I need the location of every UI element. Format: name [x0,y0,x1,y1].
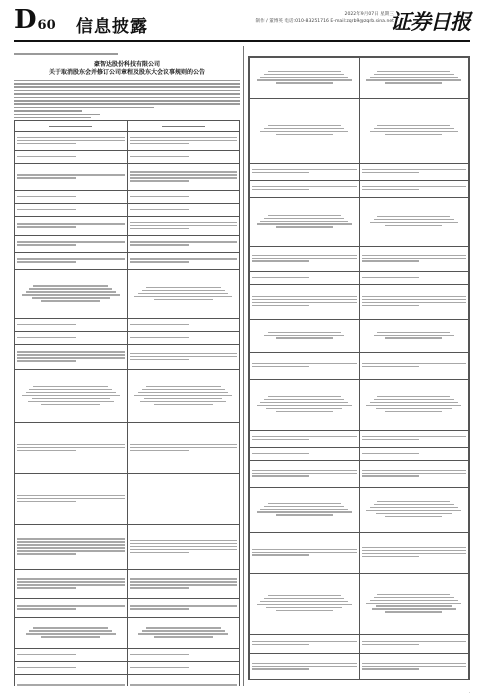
original-clause-cell [250,272,360,285]
original-clause-cell [250,353,360,380]
original-clause-cell [15,217,128,236]
original-clause-cell [15,253,128,270]
masthead [14,0,470,42]
column-divider [243,46,244,686]
table-row [250,247,469,272]
text-lines [130,605,238,609]
text-lines [252,125,357,135]
header-date: 2022年9月07日 星期三 [344,12,394,17]
text-lines [362,296,467,306]
table-row [15,319,240,332]
text-lines [130,209,238,210]
revised-clause-cell [359,654,469,681]
revised-clause-cell [359,58,469,99]
text-lines [130,222,238,229]
original-clause-cell [15,191,128,204]
table-row [15,570,240,599]
amendment-comparison-table-continued [249,57,469,680]
text-lines [17,209,125,210]
original-clause-cell [15,332,128,345]
text-lines [252,277,357,278]
text-lines [17,578,125,588]
table-row [250,635,469,654]
original-clause-cell [250,380,360,431]
text-lines [362,663,467,670]
text-lines [17,137,125,144]
revised-clause-cell [359,320,469,353]
revised-clause-cell [127,423,240,474]
text-lines [362,641,467,645]
revised-clause-cell [127,332,240,345]
table-row [15,599,240,618]
table-row [250,198,469,247]
text-lines [17,605,125,609]
amendment-comparison-table [14,120,240,686]
table-row [15,121,240,132]
text-lines [362,332,467,339]
original-clause-cell [15,525,128,570]
revised-clause-cell [359,164,469,181]
original-clause-cell [250,99,360,164]
newspaper-logo: 证券日报 [390,9,470,34]
section-code [14,7,56,33]
text-lines [130,137,238,144]
text-lines [252,470,357,477]
text-lines [17,156,125,157]
revised-clause-cell [127,370,240,423]
table-row [250,181,469,198]
revised-clause-cell [127,525,240,570]
text-lines [17,667,125,668]
text-lines [252,169,357,173]
text-lines [17,337,125,338]
right-column [248,56,470,680]
text-lines [252,396,357,412]
section-number: 60 [37,18,56,33]
original-clause-cell [250,533,360,574]
revised-clause-cell [127,319,240,332]
original-clause-cell [15,599,128,618]
text-lines [130,627,238,637]
table-row [15,191,240,204]
table-row [15,345,240,370]
table-row [15,270,240,319]
original-clause-cell [15,345,128,370]
text-lines [130,156,238,157]
revised-clause-cell [127,191,240,204]
revised-clause-cell [127,132,240,151]
original-clause-cell [15,151,128,164]
revised-clause-cell [359,533,469,574]
revised-clause-cell [127,618,240,649]
text-lines [17,324,125,325]
revised-clause-cell [359,181,469,198]
original-clause-cell [250,320,360,353]
text-lines [362,277,467,278]
revised-clause-cell [127,662,240,675]
table-row [250,58,469,99]
table-row [250,320,469,353]
text-lines [362,396,467,412]
original-clause-cell [250,448,360,461]
text-lines [17,538,125,554]
original-clause-cell [15,370,128,423]
table-row [15,132,240,151]
revised-clause-cell [127,599,240,618]
original-clause-cell [250,181,360,198]
table-row [15,474,240,525]
text-lines [130,196,238,197]
revised-clause-cell [359,99,469,164]
table-row [250,272,469,285]
table-row [15,618,240,649]
original-clause-cell [250,654,360,681]
revised-clause-cell [127,151,240,164]
table-row [15,217,240,236]
text-lines [362,125,467,135]
table-row [250,574,469,635]
original-clause-cell [15,662,128,675]
table-row [15,332,240,345]
table-row [250,164,469,181]
text-lines [17,495,125,502]
table-row [15,649,240,662]
text-lines [252,549,357,556]
text-lines [252,296,357,306]
text-lines [252,641,357,645]
text-lines [17,285,125,301]
text-lines [130,171,238,181]
revised-clause-cell [127,270,240,319]
revised-clause-cell [127,164,240,191]
table-row [250,488,469,533]
original-clause-cell [15,236,128,253]
text-lines [362,436,467,440]
table-row [250,380,469,431]
announcement-header [14,61,240,77]
text-lines [362,547,467,557]
company-name: 豪智达股份科技有限公司 [93,60,160,68]
revised-clause-cell [127,253,240,270]
text-lines [17,654,125,655]
text-lines [362,594,467,613]
table-row [250,448,469,461]
text-lines [130,684,238,686]
table-row [250,461,469,488]
text-lines [130,578,238,588]
text-lines [17,351,125,361]
text-lines [362,216,467,226]
text-lines [252,255,357,262]
text-lines [252,363,357,367]
revised-clause-cell [127,570,240,599]
text-lines [130,324,238,325]
table-row [15,253,240,270]
revised-clause-cell [127,345,240,370]
original-clause-cell [250,164,360,181]
revised-clause-cell [127,217,240,236]
text-lines [130,654,238,655]
original-clause-cell [15,270,128,319]
original-clause-cell [250,574,360,635]
text-lines [17,627,125,637]
text-lines [362,255,467,262]
original-clause-cell [15,618,128,649]
revised-clause-cell [359,380,469,431]
revised-clause-cell [127,474,240,525]
original-clause-cell [15,132,128,151]
table-row [250,285,469,320]
table-row [15,151,240,164]
text-lines [17,223,125,227]
original-clause-cell [250,635,360,654]
text-lines [130,258,238,262]
table-row [15,370,240,423]
table-row [250,353,469,380]
original-clause-cell [15,570,128,599]
revised-clause-cell [359,198,469,247]
text-lines [252,663,357,670]
table-row [15,662,240,675]
text-lines [17,174,125,178]
text-lines [362,71,467,84]
original-clause-cell [250,431,360,448]
table-row [15,204,240,217]
text-lines [17,258,125,262]
section-letter: D [14,5,37,35]
original-clause-cell [15,474,128,525]
table-row [15,675,240,686]
text-lines [252,71,357,84]
table-row [15,423,240,474]
revised-clause-cell [127,121,240,132]
original-clause-cell [250,247,360,272]
original-clause-cell [250,198,360,247]
text-lines [362,169,467,173]
text-lines [17,684,125,686]
original-clause-cell [15,649,128,662]
text-lines [17,444,125,451]
original-clause-cell [15,121,128,132]
text-lines [252,503,357,516]
text-lines [252,595,357,611]
revised-clause-cell [359,285,469,320]
table-row [250,99,469,164]
text-lines [130,337,238,338]
text-lines [362,186,467,190]
table-row [250,431,469,448]
table-row [250,654,469,681]
revised-clause-cell [359,247,469,272]
table-row [15,236,240,253]
revised-clause-cell [359,635,469,654]
table-row [250,533,469,574]
text-lines [362,470,467,477]
original-clause-cell [15,164,128,191]
revised-clause-cell [359,574,469,635]
table-row [15,525,240,570]
revised-clause-cell [127,649,240,662]
revised-clause-cell [359,272,469,285]
original-clause-cell [250,58,360,99]
original-clause-cell [250,488,360,533]
announcement-intro-text [14,80,240,119]
text-lines [130,287,238,300]
section-title: 信息披露 [76,17,148,37]
text-lines [362,363,467,367]
announcement-preamble [14,53,240,55]
header-meta [256,11,395,25]
original-clause-cell [15,204,128,217]
text-lines [252,453,357,454]
text-lines [130,667,238,668]
text-lines [17,386,125,405]
revised-clause-cell [359,461,469,488]
revised-clause-cell [359,488,469,533]
text-lines [252,186,357,190]
original-clause-cell [15,423,128,474]
text-lines [362,453,467,454]
text-lines [252,332,357,339]
original-clause-cell [15,319,128,332]
footer-mark: · [468,690,470,695]
text-lines [130,386,238,405]
text-lines [130,241,238,245]
text-lines [130,444,238,451]
text-lines [252,436,357,440]
left-column [14,50,240,686]
text-lines [362,501,467,517]
original-clause-cell [15,675,128,686]
text-lines [17,196,125,197]
original-clause-cell [250,461,360,488]
revised-clause-cell [359,431,469,448]
text-lines [130,353,238,360]
text-lines [17,241,125,245]
text-lines [252,215,357,228]
text-lines [130,540,238,553]
revised-clause-cell [359,448,469,461]
header-contact: 制作 / 董博英 电话:010-83251716 E-mail:zqrb9@zqrb.sina.net [255,19,394,24]
table-row [15,164,240,191]
announcement-title: 关于取消股东会并修订公司章程及股东大会议事规则的公告 [48,68,205,76]
revised-clause-cell [127,675,240,686]
revised-clause-cell [127,204,240,217]
revised-clause-cell [127,236,240,253]
original-clause-cell [250,285,360,320]
revised-clause-cell [359,353,469,380]
